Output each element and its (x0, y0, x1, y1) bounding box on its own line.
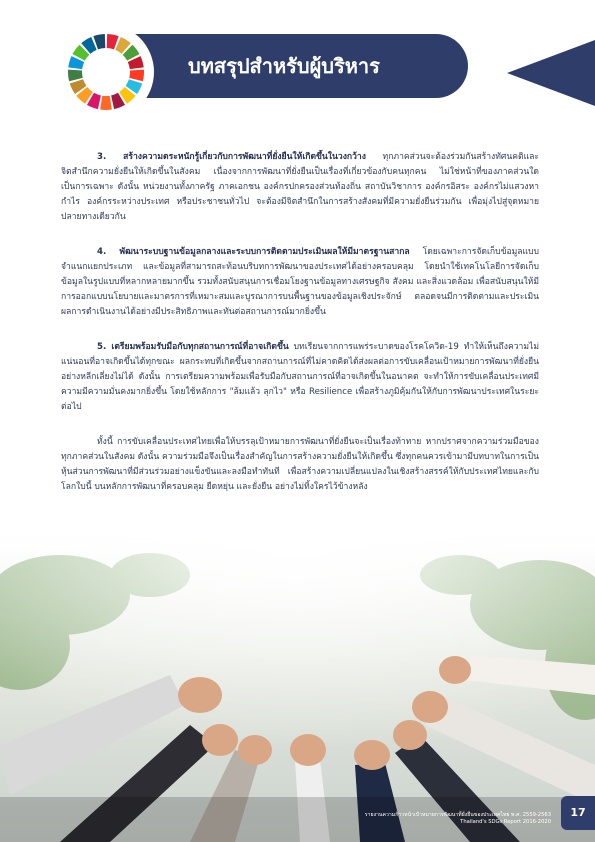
paragraph-heading: 3. สร้างความตระหนักรู้เกี่ยวกับการพัฒนาที่ยั่งยืนให้เกิดขึ้นในวงกว้าง (97, 152, 366, 162)
sdg-wheel-segment (68, 70, 83, 82)
corner-triangle-decoration (507, 40, 595, 106)
summary-content (61, 150, 539, 515)
paragraph-heading: 5. เตรียมพร้อมรับมือกับทุกสถานการณ์ที่อาจเกิดขึ้น (97, 342, 289, 352)
paragraph-conclusion (61, 435, 539, 495)
paragraph-preparedness (61, 340, 539, 415)
sdg-wheel-segment (100, 96, 112, 110)
hands-illustration (0, 535, 595, 842)
paragraph-heading: 4. พัฒนาระบบฐานข้อมูลกลางและระบบการติดตามประเมินผลให้มีมาตรฐานสากล (97, 247, 410, 257)
footer-report-title-th: รายงานความก้าวหน้าเป้าหมายการพัฒนาที่ยั่งยืนของประเทศไทย พ.ศ. 2559-2563 (364, 812, 551, 818)
sdg-wheel-segment (129, 70, 144, 82)
page-title: บทสรุปสำหรับผู้บริหาร (188, 54, 380, 78)
paragraph-body: ทั้งนี้ การขับเคลื่อนประเทศไทยเพื่อให้บรรลุเป้าหมายการพัฒนาที่ยั่งยืนจะเป็นเรื่องท้าทาย หากปราศจากความร่วมมือของทุกภาคส่วนในสังคม ดังนั้น ความร่วมมือจึงเป็นเรื่องสำคัญในการสร้างความยั่งยืนให้เกิดขึ้น ซึ่งทุกคนควรเข้ามามีบทบาทในการเป็นหุ้นส่วนการพัฒนาที่มีส่วนร่วมอย่างแข็งขันและลงมือทำทันที เพื่อสร้างความเปลี่ยนแปลงในเชิงสร้างสรรค์ให้กับประเทศไทยและกับโลกใบนี้ บนหลักการพัฒนาที่ครอบคลุม ยืดหยุ่น และยั่งยืน อย่างไม่ทิ้งใครไว้ข้างหลัง (61, 437, 539, 492)
sdg-wheel-icon (66, 32, 146, 112)
paragraph-body: โดยเฉพาะการจัดเก็บข้อมูลแบบจำแนกแยกประเภท และข้อมูลที่สามารถสะท้อนบริบทการพัฒนาของประเทศได้อย่างครอบคลุม โดยนำใช้เทคโนโลยีการจัดเก็บข้อมูลในรูปแบบที่หลากหลายมากขึ้น รวมทั้งสนับสนุนการเชื่อมโยงฐานข้อมูลทางเศรษฐกิจ สังคม และสิ่งแวดล้อม เพื่อสนับสนุนให้มีการออกแบบนโยบายและมาตรการที่เหมาะสมและบูรณาการบนพื้นฐานของข้อมูลเชิงประจักษ์ ตลอดจนมีการติดตามและประเมินผลการดำเนินงานได้อย่างมีประสิทธิภาพและทันต่อสถานการณ์มากยิ่งขึ้น (61, 247, 539, 317)
footer-report-title-en: Thailand's SDGs Report 2016-2020 (460, 819, 551, 825)
page-number: 17 (561, 796, 595, 830)
paragraph-body: บทเรียนจากการแพร่ระบาดของโรคโควิด-19 ทำให้เห็นถึงความไม่แน่นอนที่อาจเกิดขึ้นได้ทุกขณะ ผลกระทบที่เกิดขึ้นจากสถานการณ์ที่ไม่คาดคิดได้ส่งผลต่อการขับเคลื่อนเป้าหมายการพัฒนาที่ยั่งยืนอย่างหลีกเลี่ยงไม่ได้ ดังนั้น การเตรียมความพร้อมเพื่อรับมือกับสถานการณ์ที่อาจเกิดขึ้นในอนาคต จะทำให้การขับเคลื่อนประเทศมีความมีความมั่นคงมากยิ่งขึ้น โดยใช้หลักการ "ล้มแล้ว ลุกไว" หรือ Resilience เพื่อสร้างภูมิคุ้มกันให้กับการพัฒนาประเทศในระยะต่อไป (61, 342, 540, 412)
paragraph-awareness (61, 150, 539, 225)
paragraph-database (61, 245, 539, 320)
report-footer (365, 812, 551, 826)
teamwork-hands-photo (0, 535, 595, 842)
paragraph-body: ทุกภาคส่วนจะต้องร่วมกันสร้างทัศนคติและจิตสำนึกความยั่งยืนให้เกิดขึ้นในสังคม เนื่องจากการพัฒนาที่ยั่งยืนเป็นเรื่องที่เกี่ยวข้องกับคนทุกคน ไม่ใช่หน้าที่ของภาคส่วนใดเป็นการเฉพาะ ดังนั้น หน่วยงานทั้งภาครัฐ ภาคเอกชน องค์กรปกครองส่วนท้องถิ่น สถาบันวิชาการ องค์กรอิสระ องค์กรไม่แสวงหากำไร องค์กรระหว่างประเทศ หรือประชาชนทั่วไป จะต้องมีจิตสำนึกในการสร้างสังคมที่มีความยั่งยืนร่วมกัน เพื่อมุ่งไปสู่จุดหมายปลายทางเดียวกัน (61, 152, 539, 222)
